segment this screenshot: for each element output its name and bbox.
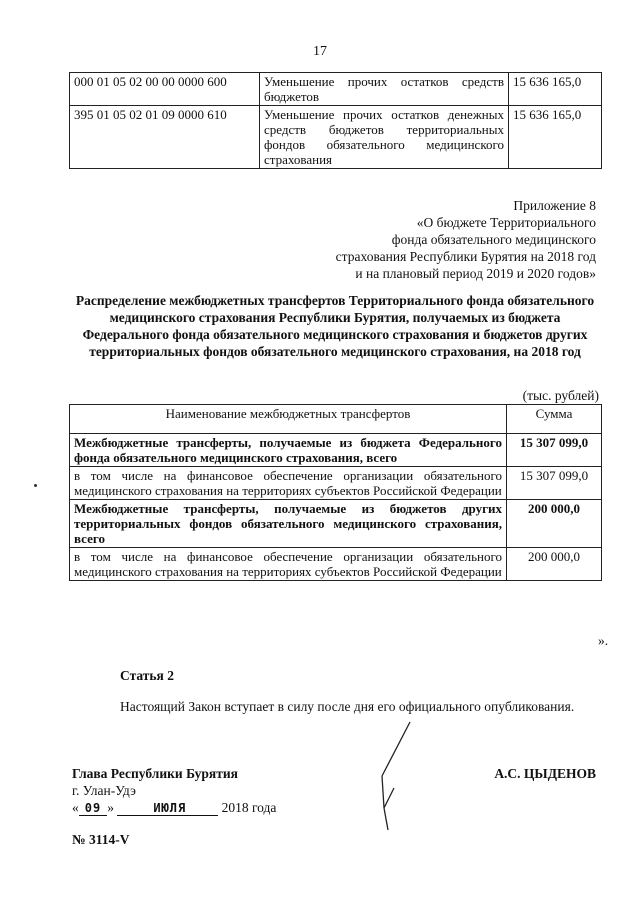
appendix-line: Приложение 8 bbox=[513, 198, 596, 213]
table-row bbox=[70, 548, 602, 581]
date-month: ИЮЛЯ bbox=[117, 801, 218, 816]
budget-code-cell: 395 01 05 02 01 09 0000 610 bbox=[70, 106, 260, 169]
appendix-line: и на плановый период 2019 и 2020 годов» bbox=[355, 266, 596, 281]
appendix-line: страхования Республики Бурятия на 2018 год bbox=[335, 249, 596, 264]
signatory-title: Глава Республики Бурятия bbox=[72, 766, 238, 781]
table-header-row bbox=[70, 405, 602, 434]
transfer-name-cell: в том числе на финансовое обеспечение организации обязательного медицинского страхования на территориях субъектов Российской Федерации bbox=[70, 548, 507, 581]
table-row bbox=[70, 500, 602, 548]
date-close-quote: » bbox=[107, 800, 114, 815]
transfer-name-cell: в том числе на финансовое обеспечение организации обязательного медицинского страхования на территориях субъектов Российской Федерации bbox=[70, 467, 507, 500]
signature-mark bbox=[360, 718, 430, 838]
law-text: Настоящий Закон вступает в силу после дня его официального опубликования. bbox=[120, 699, 575, 714]
date-year: 2018 года bbox=[221, 800, 277, 815]
appendix-line: фонда обязательного медицинского bbox=[391, 232, 596, 247]
sources-table bbox=[69, 72, 602, 169]
appendix-line: «О бюджете Территориального bbox=[416, 215, 596, 230]
transfer-amount-cell: 200 000,0 bbox=[507, 548, 602, 581]
column-header-amount: Сумма bbox=[507, 405, 602, 434]
description-cell: Уменьшение прочих остатков средств бюджетов bbox=[260, 73, 509, 106]
transfer-name-cell: Межбюджетные трансферты, получаемые из бюджета Федерального фонда обязательного медицинского страхования, всего bbox=[70, 434, 507, 467]
amount-cell: 15 636 165,0 bbox=[509, 106, 602, 169]
signatory-name: А.С. ЦЫДЕНОВ bbox=[494, 766, 596, 781]
law-number: № 3114-V bbox=[72, 832, 130, 847]
date-day: 09 bbox=[79, 801, 107, 816]
budget-code-cell: 000 01 05 02 00 00 0000 600 bbox=[70, 73, 260, 106]
transfer-amount-cell: 15 307 099,0 bbox=[507, 434, 602, 467]
appendix-reference bbox=[336, 197, 596, 282]
signing-date bbox=[72, 800, 276, 816]
scan-dot bbox=[34, 484, 37, 487]
table-row bbox=[70, 434, 602, 467]
date-open-quote: « bbox=[72, 800, 79, 815]
transfer-name-cell: Межбюджетные трансферты, получаемые из бюджетов других территориальных фондов обязательного медицинского страхования, всего bbox=[70, 500, 507, 548]
units-label: (тыс. рублей) bbox=[522, 388, 599, 403]
description-cell: Уменьшение прочих остатков денежных средств бюджетов территориальных фондов обязательного медицинского страхования bbox=[260, 106, 509, 169]
signing-city: г. Улан-Удэ bbox=[72, 783, 136, 798]
column-header-name: Наименование межбюджетных трансфертов bbox=[70, 405, 507, 434]
transfer-amount-cell: 15 307 099,0 bbox=[507, 467, 602, 500]
closing-quote: ». bbox=[598, 633, 609, 648]
transfer-amount-cell: 200 000,0 bbox=[507, 500, 602, 548]
table-row bbox=[70, 106, 602, 169]
table-row bbox=[70, 73, 602, 106]
table-row bbox=[70, 467, 602, 500]
article-title: Статья 2 bbox=[120, 668, 174, 683]
page-number: 17 bbox=[313, 44, 327, 59]
amount-cell: 15 636 165,0 bbox=[509, 73, 602, 106]
section-heading: Распределение межбюджетных трансфертов Территориального фонда обязательного медицинского страхования Республики Бурятия, получаемых из бюджета Федерального фонда обязательного медицинского страхования и бюджетов других территориальных фондов обязательного медицинского страхования, на 2018 год bbox=[75, 293, 595, 359]
transfers-table bbox=[69, 404, 602, 581]
